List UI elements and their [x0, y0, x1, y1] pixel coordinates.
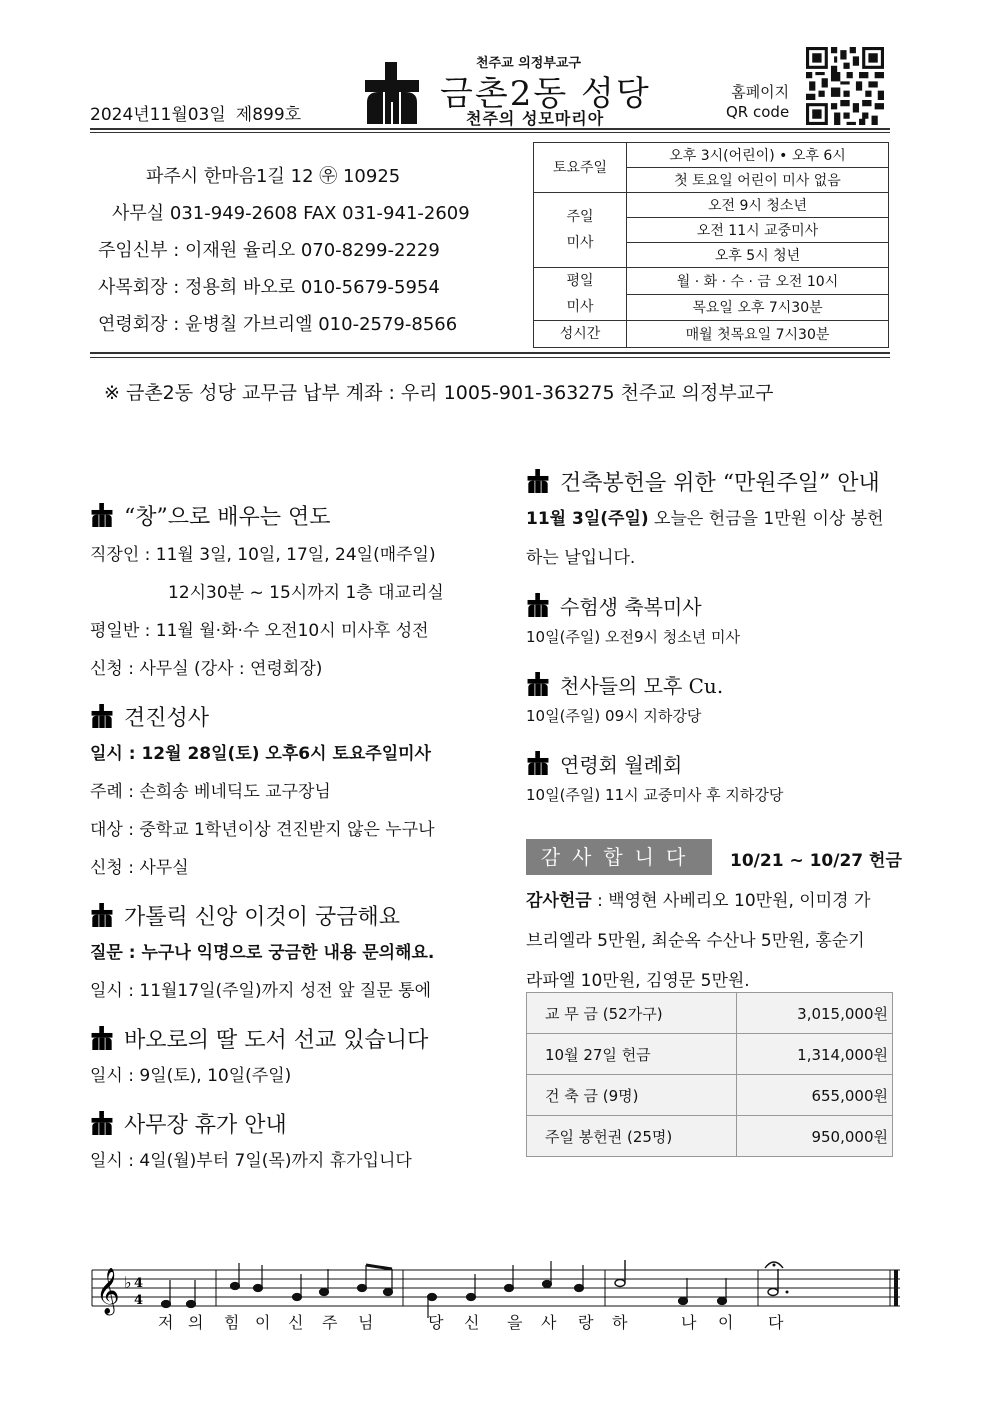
contact-info [98, 158, 470, 343]
thanks-donors [526, 886, 906, 991]
lyric-syllable: 하 [612, 1313, 628, 1332]
offering-label: 10월 27일 헌금 [527, 1034, 737, 1075]
text-span: 오늘은 헌금을 1만원 이상 봉헌 [648, 509, 884, 529]
cross-icon [526, 469, 550, 493]
text-span: : 백영현 사베리오 10만원, 이미경 가 [591, 891, 871, 911]
thanks-banner: 감사합니다 [526, 839, 712, 875]
mass-time: 오후 3시(어린이) • 오후 6시 [627, 143, 889, 168]
cross-icon [526, 593, 550, 617]
mass-label-sunday [534, 193, 627, 268]
issue-date-line [90, 100, 301, 125]
offering-value: 1,314,000원 [737, 1034, 893, 1075]
table-row [527, 1075, 893, 1116]
text-line: 직장인 : 11월 3일, 10일, 17일, 24일(매주일) [90, 545, 436, 565]
patron-saint: 천주의 성모마리아 [466, 109, 605, 128]
text-line: 하는 날입니다. [526, 548, 636, 568]
offering-label: 건 축 금 (9명) [527, 1075, 737, 1116]
lyric-syllable: 당 [428, 1313, 444, 1332]
donation-account: ※ 금촌2동 성당 교무금 납부 계좌 : 우리 1005-901-363275 천주교 의정부교구 [104, 382, 774, 404]
text-line: 라파엘 10만원, 김영문 5만원. [526, 971, 750, 991]
contact-divider [90, 352, 890, 354]
mass-time: 오전 9시 청소년 [627, 193, 889, 218]
text-line: 12시30분 ~ 15시까지 1층 대교리실 [168, 583, 444, 603]
lyric-syllable: 의 [188, 1313, 204, 1332]
qr-label-code: QR code [726, 103, 790, 121]
diocese-name: 천주교 의정부교구 [476, 56, 581, 71]
section-heading [526, 748, 906, 778]
text-line: 질문 : 누구나 익명으로 궁금한 내용 문의해요. [90, 943, 435, 963]
mass-label-saturday: 토요주일 [534, 143, 627, 193]
section-title: 바오로의 딸 도서 선교 있습니다 [124, 1027, 429, 1053]
time-signature-top: 4 [134, 1276, 144, 1291]
mass-label-sunday-2: 미사 [566, 235, 594, 251]
flat-icon: ♭ [124, 1273, 132, 1292]
section-heading [90, 1108, 510, 1138]
text-line: 일시 : 4일(월)부터 7일(목)까지 휴가입니다 [90, 1151, 412, 1171]
lyric-syllable: 랑 [578, 1313, 594, 1332]
parish-cross-logo [363, 62, 421, 124]
mass-time: 매월 첫목요일 7시30분 [627, 321, 889, 348]
elders-president-contact: 연령회장 : 윤병칠 가브리엘 010-2579-8566 [98, 314, 458, 335]
cross-icon [90, 1026, 114, 1050]
text-line: 신청 : 사무실 [90, 858, 189, 878]
text-line: 10일(주일) 09시 지하강당 [526, 707, 702, 725]
section-heading [90, 701, 510, 731]
mass-label-sunday-1: 주일 [566, 209, 594, 225]
office-phone: 사무실 031-949-2608 FAX 031-941-2609 [112, 203, 470, 224]
council-president-contact: 사목회장 : 정용희 바오로 010-5679-5954 [98, 277, 440, 298]
section-title: 견진성사 [124, 705, 210, 731]
cross-icon [526, 672, 550, 696]
header-divider-thin [90, 132, 890, 133]
section-title: 사무장 휴가 안내 [124, 1112, 287, 1138]
mass-time: 첫 토요일 어린이 미사 없음 [627, 168, 889, 193]
qr-label-homepage: 홈페이지 [731, 83, 790, 101]
time-signature-bottom: 4 [134, 1293, 144, 1308]
section-heading [90, 500, 510, 530]
mass-label-weekday-2: 미사 [566, 299, 594, 315]
mass-schedule-table [533, 142, 889, 348]
lyric-syllable: 을 [507, 1313, 523, 1332]
section-title: 천사들의 모후 Cu. [560, 673, 724, 698]
table-row [527, 993, 893, 1034]
section-title: 건축봉헌을 위한 “만원주일” 안내 [560, 470, 880, 496]
text-line: 일시 : 11월17일(주일)까지 성전 앞 질문 통에 [90, 981, 432, 1001]
text-emphasis: 감사헌금 [526, 891, 592, 911]
right-column [526, 466, 906, 805]
issue-date: 2024년11월03일 [90, 105, 226, 125]
cross-icon [90, 503, 114, 527]
text-line [526, 504, 906, 529]
offering-value: 655,000원 [737, 1075, 893, 1116]
pastor-contact: 주임신부 : 이재원 율리오 070-8299-2229 [98, 240, 440, 261]
mass-label-holy-hour: 성시간 [534, 321, 627, 348]
mass-time: 오후 5시 청년 [627, 243, 889, 268]
text-line: 10일(주일) 11시 교중미사 후 지하강당 [526, 786, 784, 804]
section-title: 연령회 월례회 [560, 752, 683, 777]
offering-label: 주일 봉헌권 (25명) [527, 1116, 737, 1157]
text-line: 브리엘라 5만원, 최순옥 수산나 5만원, 홍순기 [526, 931, 865, 951]
offering-label: 교 무 금 (52가구) [527, 993, 737, 1034]
lyric-syllable: 힘 [224, 1313, 240, 1332]
cross-icon [90, 1111, 114, 1135]
lyric-syllable: 이 [718, 1313, 734, 1332]
text-line: 신청 : 사무실 (강사 : 연령회장) [90, 659, 323, 679]
section-heading [90, 900, 510, 930]
issue-number: 제899호 [235, 105, 302, 125]
address: 파주시 한마음1길 12 ㉾ 10925 [146, 166, 401, 187]
lyric-syllable: 이 [255, 1313, 271, 1332]
lyric-syllable: 나 [681, 1313, 697, 1332]
lyric-syllable: 신 [464, 1313, 480, 1332]
section-heading [526, 466, 906, 496]
offering-table [526, 992, 893, 1157]
lyric-syllable: 다 [768, 1313, 784, 1332]
section-title: 가톨릭 신앙 이것이 궁금해요 [124, 904, 401, 930]
text-line: 10일(주일) 오전9시 청소년 미사 [526, 628, 741, 646]
mass-time: 오전 11시 교중미사 [627, 218, 889, 243]
text-line: 대상 : 중학교 1학년이상 견진받지 않은 누구나 [90, 820, 435, 840]
mass-time: 목요일 오후 7시30분 [627, 294, 889, 321]
section-title: “창”으로 배우는 연도 [124, 504, 331, 530]
contact-divider-thin [90, 357, 890, 358]
text-emphasis: 11월 3일(주일) [526, 509, 649, 529]
mass-label-weekday-1: 평일 [566, 273, 594, 289]
cross-icon [526, 751, 550, 775]
cross-icon [90, 704, 114, 728]
text-line: 일시 : 12월 28일(토) 오후6시 토요주일미사 [90, 744, 431, 764]
mass-label-weekday [534, 268, 627, 321]
parish-title: 금촌2동 성당 [440, 74, 651, 114]
lyric-syllable: 신 [288, 1313, 304, 1332]
lyric-syllable: 님 [358, 1313, 374, 1332]
qr-label [726, 82, 789, 122]
qr-code-icon[interactable] [806, 47, 884, 125]
text-line: 주례 : 손희송 베네딕도 교구장님 [90, 782, 331, 802]
lyric-syllable: 사 [541, 1313, 557, 1332]
text-line: 일시 : 9일(토), 10일(주일) [90, 1066, 292, 1086]
left-column [90, 500, 510, 1171]
text-line: 평일반 : 11월 월·화·수 오전10시 미사후 성전 [90, 621, 429, 641]
cross-icon [90, 903, 114, 927]
text-line [526, 886, 906, 911]
thanks-date-range: 10/21 ~ 10/27 헌금 [730, 851, 902, 871]
section-heading [526, 590, 906, 620]
lyric-syllable: 주 [322, 1313, 338, 1332]
section-title: 수험생 축복미사 [560, 594, 702, 619]
music-staff [90, 1258, 905, 1318]
lyric-syllable: 저 [158, 1313, 174, 1332]
treble-clef-icon: 𝄞 [96, 1268, 120, 1314]
table-row [527, 1116, 893, 1157]
offering-value: 3,015,000원 [737, 993, 893, 1034]
mass-time: 월 · 화 · 수 · 금 오전 10시 [627, 268, 889, 295]
header-divider [90, 128, 890, 130]
section-heading [526, 669, 906, 699]
offering-value: 950,000원 [737, 1116, 893, 1157]
section-heading [90, 1023, 510, 1053]
table-row [527, 1034, 893, 1075]
